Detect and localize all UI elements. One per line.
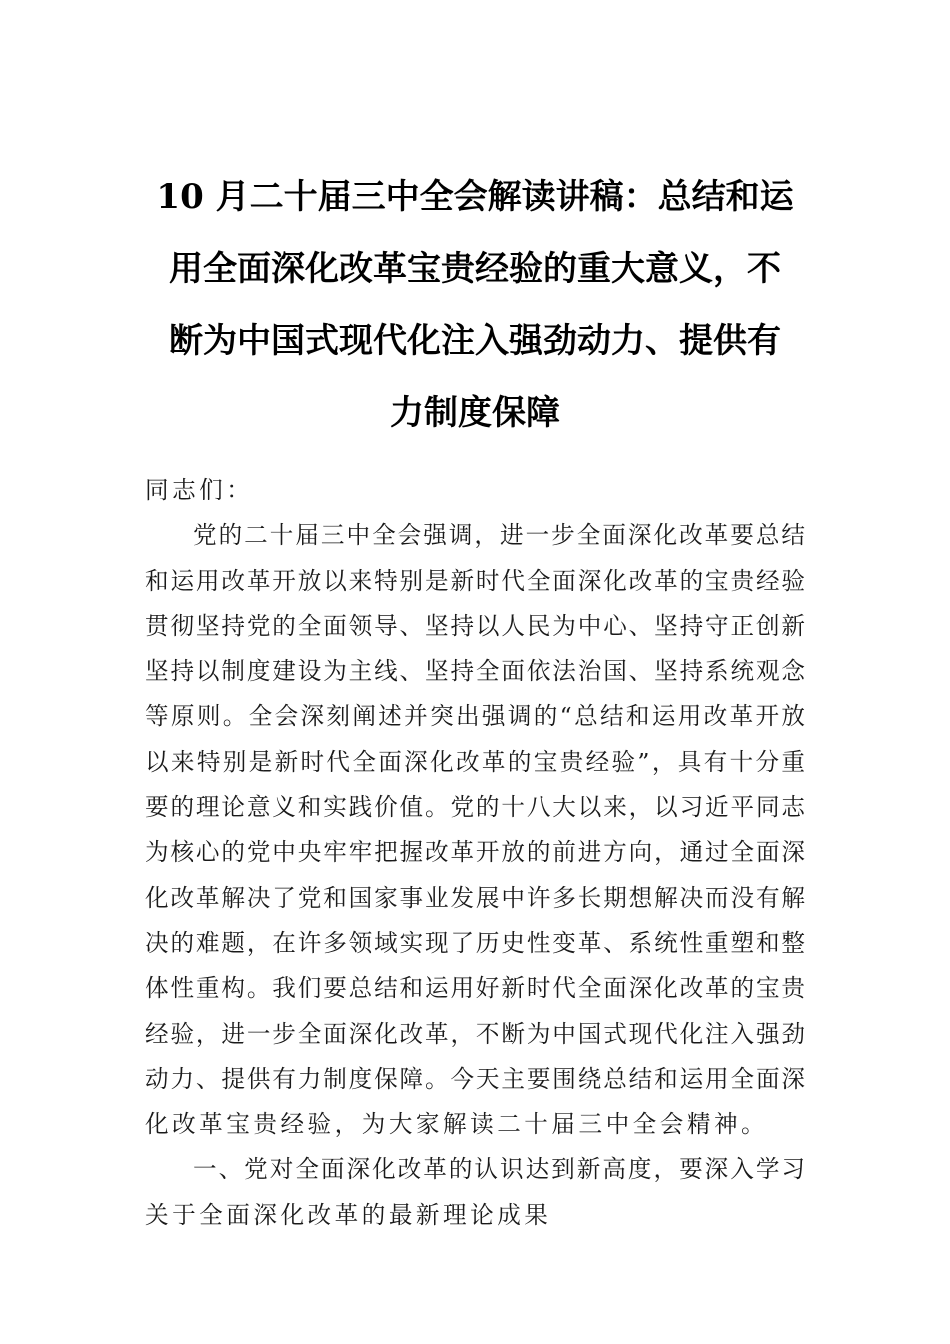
paragraph-line: 党的二十届三中全会强调，进一步全面深化改革要总结 — [193, 521, 805, 550]
title-line: 力制度保障 — [390, 393, 560, 433]
paragraph-line: 化改革解决了党和国家事业发展中许多长期想解决而没有解 — [145, 883, 805, 912]
document-title — [145, 161, 805, 449]
paragraph-line: 和运用改革开放以来特别是新时代全面深化改革的宝贵经验 — [145, 566, 805, 595]
paragraph-line: 为核心的党中央牢牢把握改革开放的前进方向，通过全面深 — [145, 838, 805, 867]
section-heading-1 — [145, 1147, 805, 1238]
paragraph-line: 要的理论意义和实践价值。党的十八大以来，以习近平同志 — [145, 793, 805, 822]
paragraph-line: 坚持以制度建设为主线、坚持全面依法治国、坚持系统观念 — [145, 657, 805, 686]
title-line: 断为中国式现代化注入强劲动力、提供有 — [169, 321, 781, 361]
paragraph-line: 以来特别是新时代全面深化改革的宝贵经验”，具有十分重 — [145, 747, 805, 776]
section-heading-line: 关于全面深化改革的最新理论成果 — [145, 1200, 552, 1229]
paragraph-intro — [145, 513, 805, 1147]
paragraph-line: 动力、提供有力制度保障。今天主要围绕总结和运用全面深 — [145, 1064, 805, 1093]
paragraph-line: 贯彻坚持党的全面领导、坚持以人民为中心、坚持守正创新 — [145, 611, 805, 640]
paragraph-line: 决的难题，在许多领域实现了历史性变革、系统性重塑和整 — [145, 928, 805, 957]
section-heading-line: 一、党对全面深化改革的认识达到新高度，要深入学习 — [193, 1155, 805, 1184]
salutation: 同志们： — [145, 476, 254, 504]
paragraph-line: 经验，进一步全面深化改革，不断为中国式现代化注入强劲 — [145, 1019, 805, 1048]
title-line: 用全面深化改革宝贵经验的重大意义，不 — [169, 249, 781, 289]
paragraph-line: 等原则。全会深刻阐述并突出强调的“总结和运用改革开放 — [145, 702, 805, 731]
paragraph-line: 体性重构。我们要总结和运用好新时代全面深化改革的宝贵 — [145, 974, 805, 1003]
document-body — [145, 468, 805, 1238]
title-line: 10 月二十届三中全会解读讲稿：总结和运 — [156, 177, 794, 217]
paragraph-line: 化改革宝贵经验，为大家解读二十届三中全会精神。 — [145, 1110, 769, 1139]
